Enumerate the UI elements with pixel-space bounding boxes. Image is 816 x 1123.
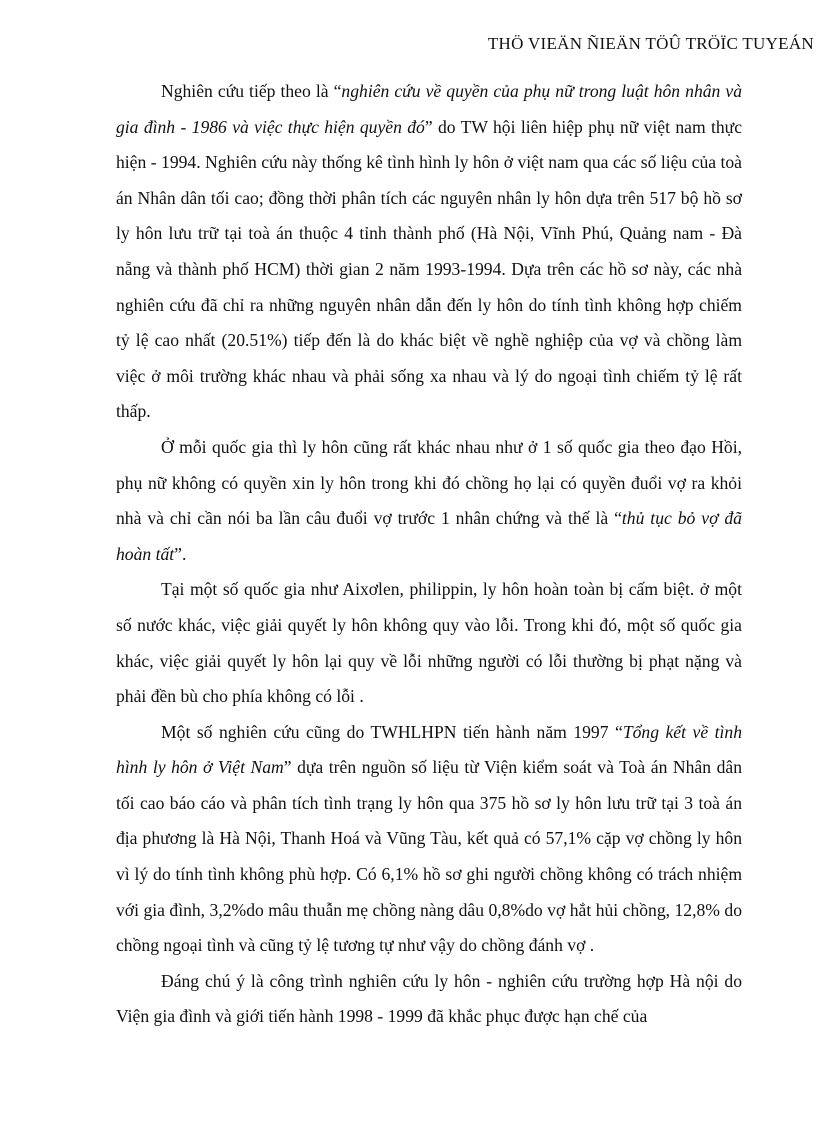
paragraph-1	[116, 74, 742, 430]
text-segment: ” do TW hội liên hiệp phụ nữ việt nam thực hiện - 1994. Nghiên cứu này thống kê tình hình ly hôn ở việt nam qua các số liệu của toà án Nhân dân tối cao; đồng thời phân tích các nguyên nhân ly hôn dựa trên 517 bộ hồ sơ ly hôn lưu trữ tại toà án thuộc 4 tỉnh thành phố (Hà Nội, Vĩnh Phú, Quảng nam - Đà nẵng và thành phố HCM) thời gian 2 năm 1993-1994. Dựa trên các hồ sơ này, các nhà nghiên cứu đã chỉ ra những nguyên nhân dẫn đến ly hôn do tính tình không hợp chiếm tỷ lệ cao nhất (20.51%) tiếp đến là do khác biệt về nghề nghiệp của vợ và chồng làm việc ở môi trường khác nhau và phải sống xa nhau và lý do ngoại tình chiếm tỷ lệ rất thấp.	[116, 116, 743, 422]
paragraph-4	[116, 715, 742, 964]
text-segment: Nghiên cứu tiếp theo là “	[161, 81, 342, 101]
document-body	[116, 74, 742, 1035]
text-segment: Một số nghiên cứu cũng do TWHLHPN tiến hành năm 1997 “	[161, 721, 623, 742]
text-segment: Tại một số quốc gia như Aixơlen, philippin, ly hôn hoàn toàn bị cấm biệt. ở một số nước khác, việc giải quyết ly hôn không quy vào lỗi. Trong khi đó, một số quốc gia khác, việc giải quyết ly hôn lại quy về lỗi những người có lỗi thường bị phạt nặng và phải đền bù cho phía không có lỗi .	[116, 579, 742, 707]
page-header: THÖ VIEÄN ÑIEÄN TÖÛ TRÖÏC TUYEÁN	[487, 34, 814, 53]
text-segment: ”.	[174, 543, 187, 564]
paragraph-5	[116, 964, 742, 1035]
paragraph-3	[116, 572, 742, 714]
text-segment: Ở mỗi quốc gia thì ly hôn cũng rất khác nhau như ở 1 số quốc gia theo đạo Hồi, phụ nữ không có quyền xin ly hôn trong khi đó chồng họ lại có quyền đuổi vợ ra khỏi nhà và chỉ cần nói ba lần câu đuổi vợ trước 1 nhân chứng và thế là “	[116, 436, 742, 529]
paragraph-2	[116, 430, 742, 572]
italic-title: nghiên cứu về quyền của phụ nữ trong luật hôn nhân và gia đình - 1986 và việc thực hiện quyền đó	[116, 81, 743, 137]
italic-title: Tổng kết về tình hình ly hôn ở Việt Nam	[116, 721, 742, 778]
italic-title: thủ tục bỏ vợ đã hoàn tất	[116, 508, 742, 564]
text-segment: ” dựa trên nguồn số liệu từ Viện kiểm soát và Toà án Nhân dân tối cao báo cáo và phân tích tình trạng ly hôn qua 375 hồ sơ ly hôn lưu trữ tại 3 toà án địa phương là Hà Nội, Thanh Hoá và Vũng Tàu, kết quả có 57,1% cặp vợ chồng ly hôn vì lý do tính tình không phù hợp. Có 6,1% hồ sơ ghi người chồng không có trách nhiệm với gia đình, 3,2%do mâu thuẫn mẹ chồng nàng dâu 0,8%do vợ hắt hủi chồng, 12,8% do chồng ngoại tình và cũng tỷ lệ tương tự như vậy do chồng đánh vợ .	[116, 757, 742, 956]
text-segment: Đáng chú ý là công trình nghiên cứu ly hôn - nghiên cứu trường hợp Hà nội do Viện gia đình và giới tiến hành 1998 - 1999 đã khắc phục được hạn chế của	[116, 970, 742, 1027]
